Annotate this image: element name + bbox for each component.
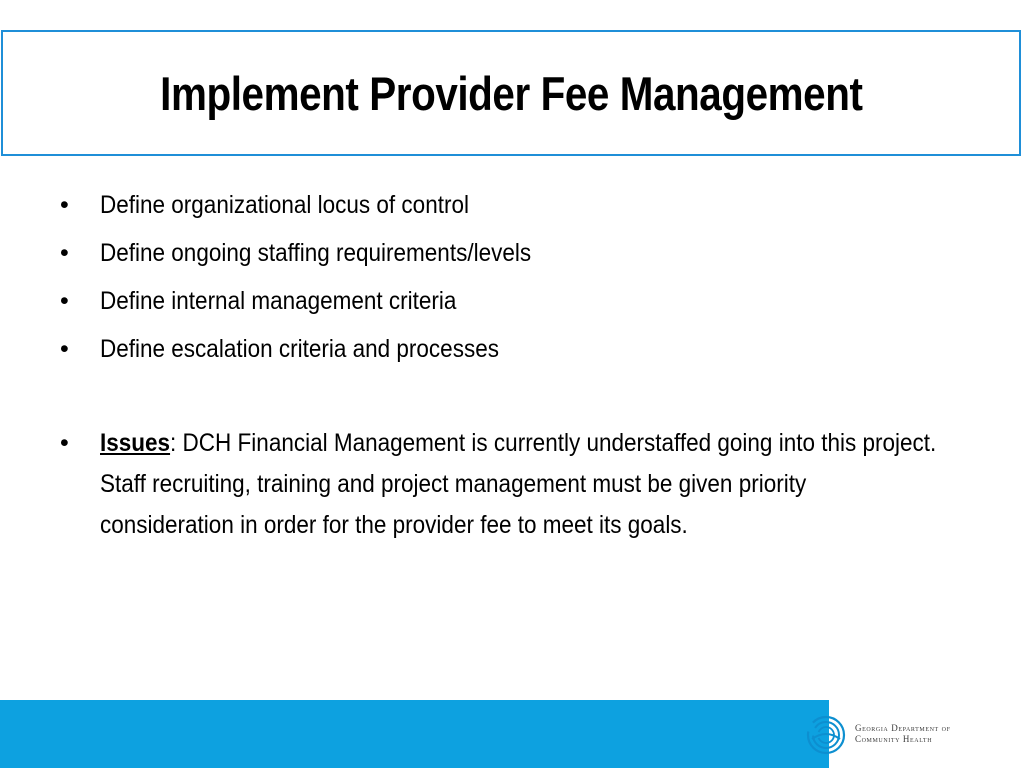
logo-line-2: Community Health [855,734,933,744]
bullet-marker: • [60,239,69,267]
dch-logo-icon [806,715,846,755]
bullet-text: Define escalation criteria and processes [100,335,499,363]
logo-text [855,723,951,745]
bullet-marker: • [60,191,69,219]
issues-label: Issues [100,429,171,457]
issues-bullet [60,423,960,546]
bullet-marker: • [60,287,69,315]
slide-title-box [1,30,1021,156]
issues-text: : DCH Financial Management is currently understaffed going into this project. Staff recruiting, training and project management must be given priority consideration in order for the provider fee to meet its goals. [100,429,937,539]
bullet-item [60,329,960,377]
issues-paragraph [100,423,937,546]
bullet-text: Define organizational locus of control [100,191,469,219]
bullet-marker: • [60,429,69,457]
bullet-item [60,281,960,329]
bullet-item [60,185,960,233]
bullet-list [60,185,960,377]
bullet-text: Define internal management criteria [100,287,457,315]
bullet-marker: • [60,335,69,363]
bullet-item [60,233,960,281]
logo-line-1: Georgia Department of [855,723,951,733]
slide-title: Implement Provider Fee Management [159,66,863,120]
bullet-text: Define ongoing staffing requirements/levels [100,239,532,267]
